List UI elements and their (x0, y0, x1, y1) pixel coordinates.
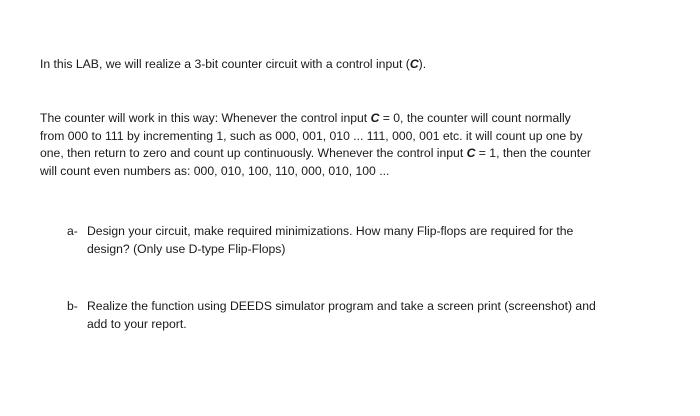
intro-text-before: In this LAB, we will realize a 3-bit counter circuit with a control input ( (40, 57, 410, 71)
paragraph-line-2: from 000 to 111 by incrementing 1, such as 000, 001, 010 ... 111, 000, 001 etc. it will count up one by (40, 128, 583, 143)
counter-description-paragraph (40, 110, 660, 180)
task-marker: b- (67, 299, 78, 313)
task-line: add to your report. (87, 316, 187, 331)
paragraph-line-4: will count even numbers as: 000, 010, 100, 110, 000, 010, 100 ... (40, 163, 390, 178)
control-input-symbol: C (409, 57, 419, 71)
line-3-text-after: = 1, then the counter (475, 146, 591, 160)
intro-sentence (40, 56, 426, 73)
control-input-symbol: C (370, 111, 380, 125)
task-text (87, 223, 573, 258)
paragraph-line-3 (40, 145, 660, 163)
task-line: Design your circuit, make required minimizations. How many Flip-flops are required for the (87, 224, 574, 238)
intro-text-after: ). (418, 57, 427, 71)
task-text (87, 298, 596, 333)
task-line: design? (Only use D-type Flip-Flops) (87, 241, 286, 256)
task-marker: a- (67, 224, 78, 238)
paragraph-line-1 (40, 110, 660, 128)
line-1-text-after: = 0, the counter will count normally (379, 111, 571, 125)
control-input-symbol: C (466, 146, 476, 160)
line-1-text-before: The counter will work in this way: Whenever the control input (40, 111, 371, 125)
task-line: Realize the function using DEEDS simulator program and take a screen print (screenshot) and (87, 299, 596, 313)
line-3-text-before: one, then return to zero and count up continuously. Whenever the control input (40, 146, 467, 160)
